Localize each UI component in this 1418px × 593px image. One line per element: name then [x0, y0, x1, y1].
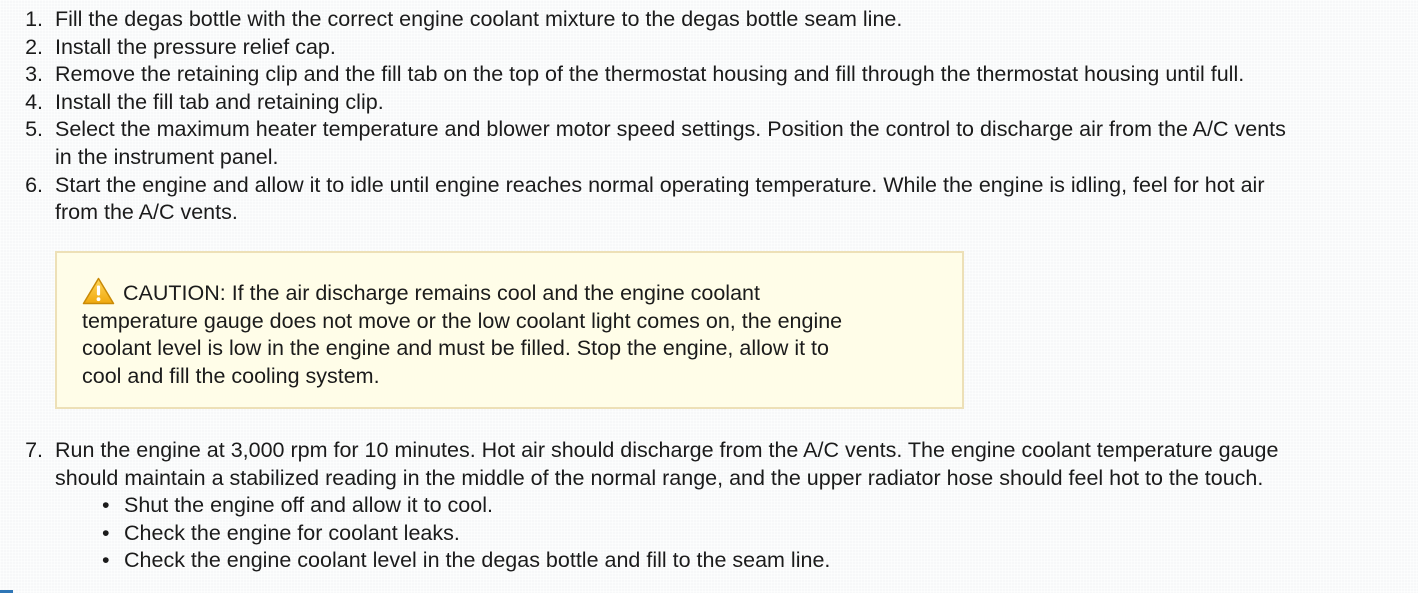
step-text: Select the maximum heater temperature and blower motor speed settings. Position the control to discharge air from the A/C vents: [55, 117, 1286, 142]
step-text: Remove the retaining clip and the fill tab on the top of the thermostat housing and fill through the thermostat housing until full.: [55, 62, 1245, 87]
step-number: 3.: [25, 62, 43, 87]
caution-text: coolant level is low in the engine and must be filled. Stop the engine, allow it to: [82, 336, 829, 361]
step-item: [0, 61, 1418, 89]
substep-item: [0, 492, 1418, 520]
step-text: Start the engine and allow it to idle until engine reaches normal operating temperature. While the engine is idling, feel for hot air: [55, 172, 1265, 197]
caution-text: CAUTION: If the air discharge remains cool and the engine coolant: [123, 281, 760, 305]
step-text: Run the engine at 3,000 rpm for 10 minutes. Hot air should discharge from the A/C vents. The engine coolant temperature gauge: [55, 438, 1279, 462]
step-number: 7.: [25, 438, 43, 462]
substep-item: [0, 520, 1418, 548]
step-number: 5.: [25, 117, 43, 142]
step-item: [0, 89, 1418, 117]
step-item: [0, 6, 1418, 34]
step-item-7: [0, 437, 1418, 575]
bullet-marker: •: [102, 520, 110, 545]
step-number: 2.: [25, 34, 43, 59]
procedure-content: [0, 6, 1418, 573]
substeps-list: [0, 492, 1418, 575]
steps-list-continued: [0, 437, 1418, 492]
step-text: Install the fill tab and retaining clip.: [55, 89, 384, 114]
substep-item: [0, 547, 1418, 575]
step-text-continued: in the instrument panel.: [55, 144, 279, 169]
bullet-marker: •: [102, 493, 110, 518]
step-text: Install the pressure relief cap.: [55, 34, 336, 59]
step-item: [0, 437, 1418, 492]
step-number: 4.: [25, 89, 43, 114]
step-number: 1.: [25, 7, 43, 31]
warning-triangle-icon: [82, 277, 115, 305]
step-text-continued: should maintain a stabilized reading in the middle of the normal range, and the upper radiator hose should feel hot to the touch.: [55, 465, 1264, 490]
substep-text: Check the engine for coolant leaks.: [124, 520, 460, 545]
caution-box: [55, 251, 964, 409]
steps-list: [0, 6, 1418, 227]
step-text: Fill the degas bottle with the correct engine coolant mixture to the degas bottle seam line.: [55, 7, 903, 31]
caution-text: cool and fill the cooling system.: [82, 363, 380, 388]
step-item: [0, 116, 1418, 171]
substep-text: Shut the engine off and allow it to cool.: [124, 493, 493, 518]
caution-text: temperature gauge does not move or the low coolant light comes on, the engine: [82, 308, 843, 333]
caution-first-line: [82, 277, 962, 308]
step-number: 6.: [25, 172, 43, 197]
substep-text: Check the engine coolant level in the degas bottle and fill to the seam line.: [124, 548, 831, 573]
step-text-continued: from the A/C vents.: [55, 200, 238, 225]
step-item: [0, 172, 1418, 227]
bullet-marker: •: [102, 548, 110, 573]
step-item: [0, 34, 1418, 62]
